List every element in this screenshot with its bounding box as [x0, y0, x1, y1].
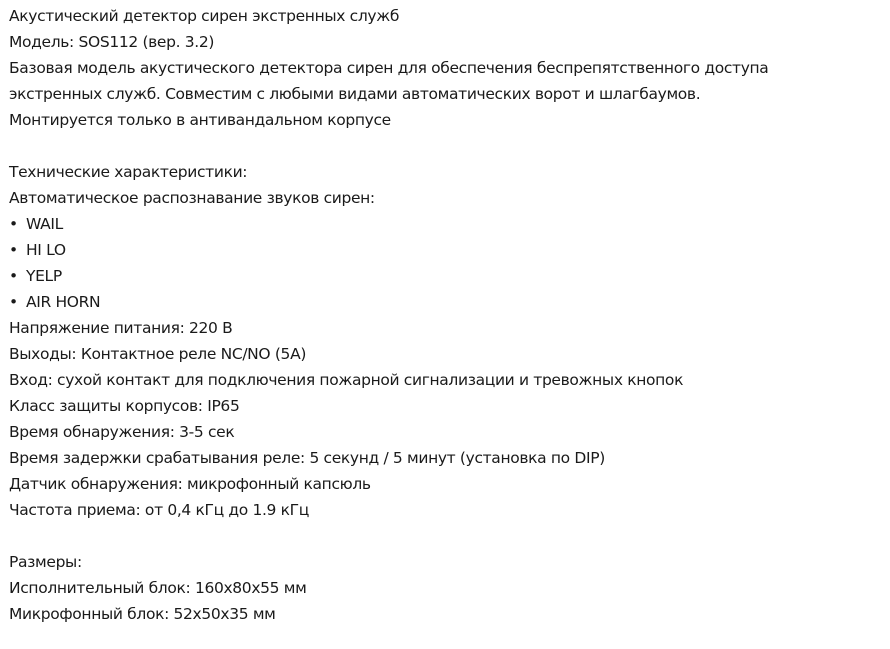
siren-name: AIR HORN: [26, 293, 101, 311]
spec-detection-sensor: Датчик обнаружения: микрофонный капсюль: [9, 475, 371, 493]
dimension-executive-unit: Исполнительный блок: 160x80x55 мм: [9, 579, 307, 597]
specs-heading: Технические характеристики:: [9, 163, 248, 181]
product-title: Акустический детектор сирен экстренных служб: [9, 7, 400, 25]
description-line: Монтируется только в антивандальном корпусе: [9, 111, 391, 129]
siren-name: WAIL: [26, 215, 63, 233]
recognition-heading: Автоматическое распознавание звуков сирен:: [9, 189, 375, 207]
siren-list-item: [9, 289, 890, 315]
product-model: Модель: SOS112 (вер. 3.2): [9, 33, 215, 51]
spec-relay-delay: Время задержки срабатывания реле: 5 секунд / 5 минут (установка по DIP): [9, 449, 605, 467]
spec-input: Вход: сухой контакт для подключения пожарной сигнализации и тревожных кнопок: [9, 371, 684, 389]
description-line: экстренных служб. Совместим с любыми видами автоматических ворот и шлагбаумов.: [9, 85, 701, 103]
blank-line: [9, 523, 890, 549]
spec-frequency: Частота приема: от 0,4 кГц до 1.9 кГц: [9, 501, 309, 519]
spec-detection-time: Время обнаружения: 3-5 сек: [9, 423, 235, 441]
spec-protection-class: Класс защиты корпусов: IP65: [9, 397, 240, 415]
dimensions-heading: Размеры:: [9, 553, 82, 571]
description-line: Базовая модель акустического детектора сирен для обеспечения беспрепятственного доступа: [9, 59, 769, 77]
bullet: •: [9, 293, 18, 311]
siren-name: HI LO: [26, 241, 66, 259]
blank-line: [9, 133, 890, 159]
siren-list-item: [9, 211, 890, 237]
bullet: •: [9, 241, 18, 259]
dimension-microphone-unit: Микрофонный блок: 52x50x35 мм: [9, 605, 276, 623]
bullet: •: [9, 215, 18, 233]
siren-name: YELP: [26, 267, 62, 285]
spec-outputs: Выходы: Контактное реле NC/NO (5A): [9, 345, 307, 363]
bullet: •: [9, 267, 18, 285]
siren-list-item: [9, 237, 890, 263]
spec-power-voltage: Напряжение питания: 220 В: [9, 319, 233, 337]
siren-list-item: [9, 263, 890, 289]
